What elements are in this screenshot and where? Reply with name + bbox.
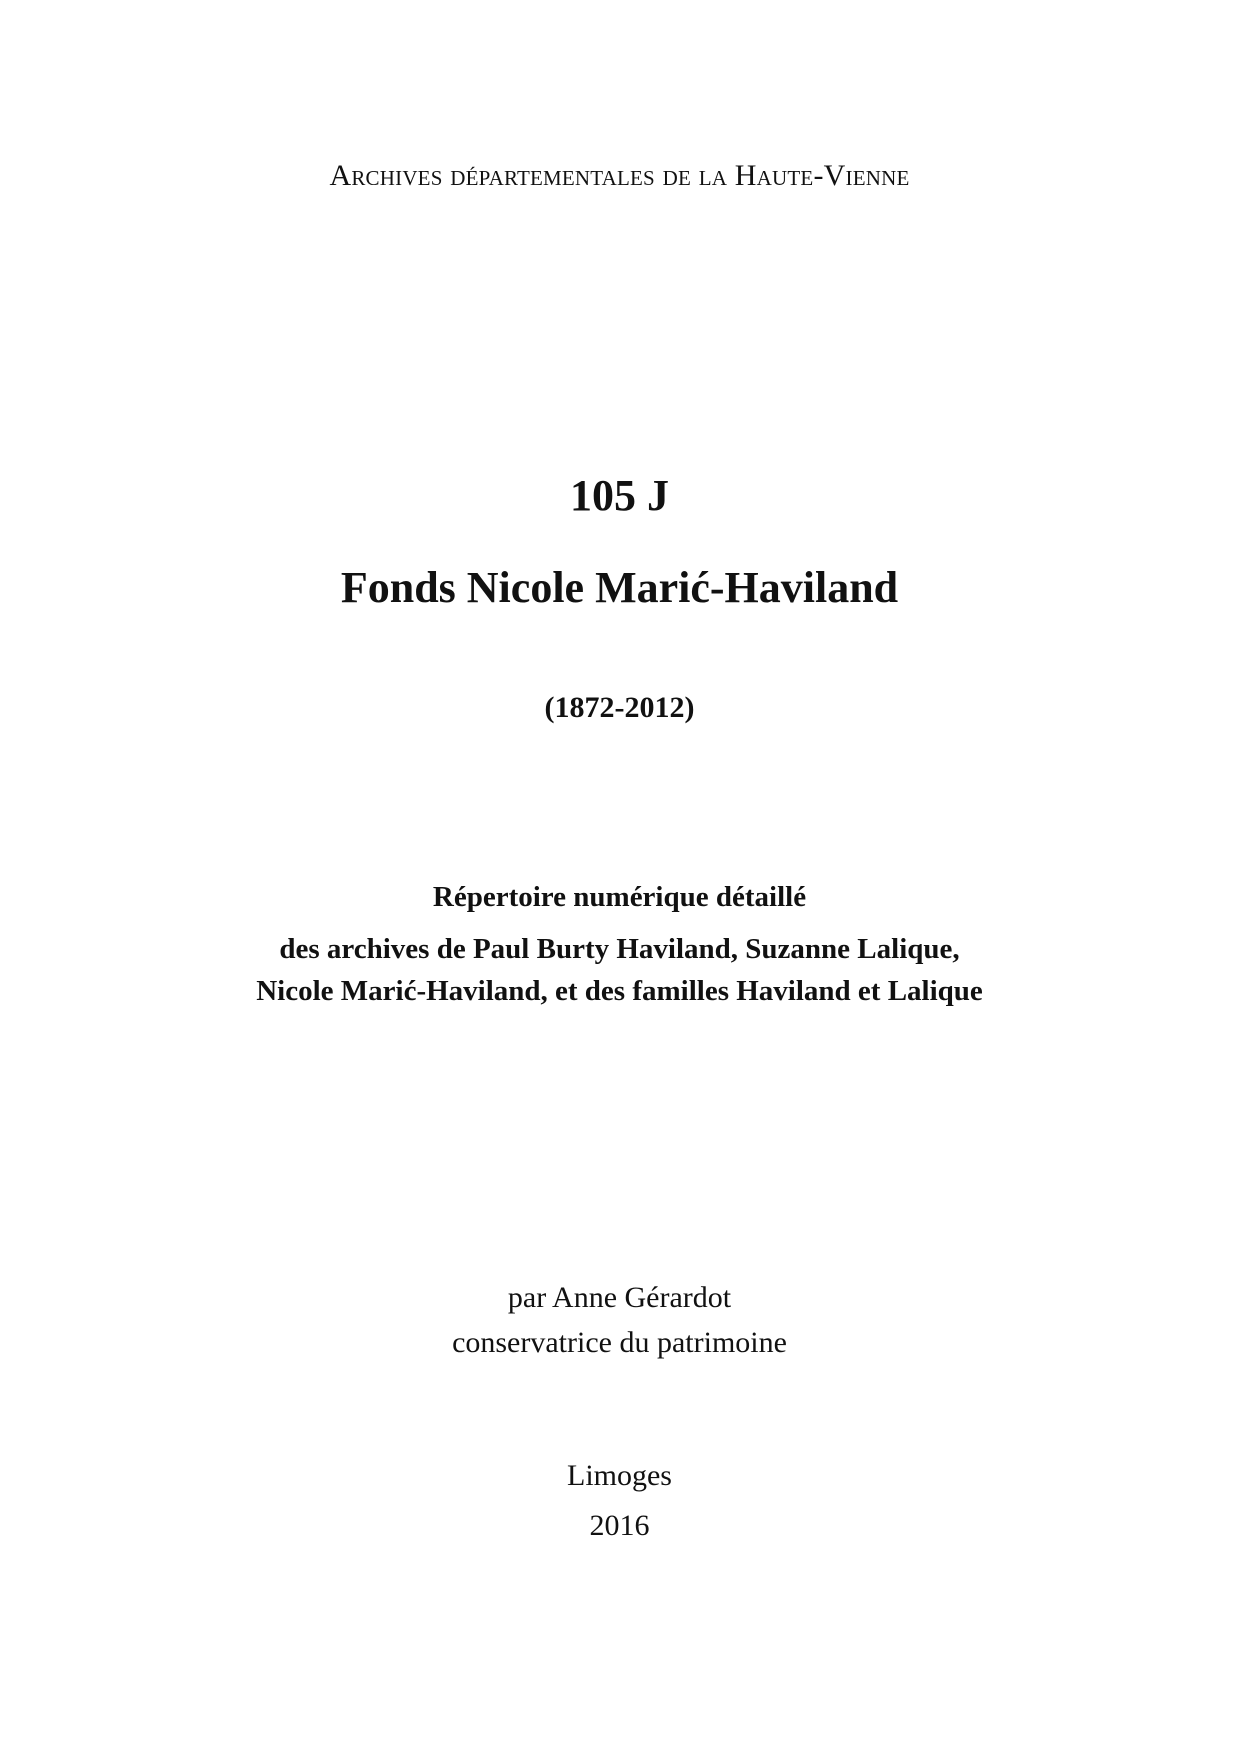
description-line-1: Répertoire numérique détaillé	[432, 881, 807, 913]
publication-place: Limoges	[567, 1459, 672, 1492]
description-line-3: Nicole Marić-Haviland, et des familles Haviland et Lalique	[256, 975, 983, 1007]
publication-year: 2016	[589, 1509, 650, 1542]
fonds-cote: 105 J	[570, 471, 669, 520]
author-name: par Anne Gérardot	[507, 1281, 732, 1314]
fonds-title: Fonds Nicole Marić-Haviland	[340, 563, 899, 612]
fonds-dates: (1872-2012)	[544, 691, 695, 724]
author-role: conservatrice du patrimoine	[452, 1326, 787, 1359]
description-line-2: des archives de Paul Burty Haviland, Suzanne Lalique,	[279, 933, 960, 965]
institution-name: Archives départementales de la Haute-Vienne	[329, 159, 910, 192]
